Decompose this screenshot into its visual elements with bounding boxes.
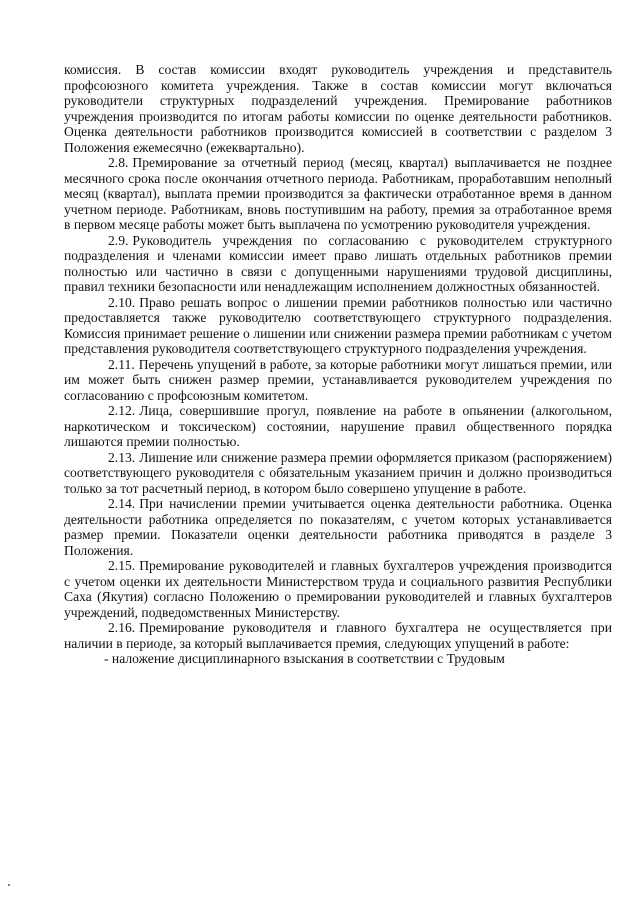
paragraph-2-12 <box>64 403 612 450</box>
paragraph-text: Право решать вопрос о лишении премии работников полностью или частично предоставляется также руководителю соответствующего структурного подразделения. Комиссия принимает решение о лишении или снижении размера премии работникам с учетом представления руководителя соответствующего структурного подразделения учреждения. <box>64 294 612 356</box>
scan-speck <box>8 884 10 886</box>
paragraph-text: Премирование руководителя и главного бухгалтера не осуществляется при наличии в периоде, за который выплачивается премия, следующих упущений в работе: <box>64 620 612 651</box>
paragraph-2-9 <box>64 233 612 295</box>
paragraph-2-11 <box>64 357 612 404</box>
paragraph-number: 2.10. <box>108 294 136 310</box>
paragraph-number: 2.9. <box>108 232 129 248</box>
paragraph-2-10 <box>64 295 612 357</box>
paragraph-2-13 <box>64 450 612 497</box>
paragraph-2-15 <box>64 558 612 620</box>
paragraph-number: 2.12. <box>108 403 136 418</box>
paragraph-number: 2.15. <box>108 558 136 573</box>
paragraph-text: Премирование руководителей и главных бухгалтеров учреждения производится с учетом оценки их деятельности Министерством труда и социального развития Республики Саха (Якутия) согласно Положению о премировании руководителей и главных бухгалтеров учреждений, подведомственных Министерству. <box>64 558 612 620</box>
paragraph-number: 2.16. <box>108 620 136 635</box>
paragraph-number: 2.13. <box>108 449 136 465</box>
paragraph-2-16 <box>64 620 612 651</box>
paragraph-continuation <box>64 62 612 155</box>
paragraph-text: Премирование за отчетный период (месяц, квартал) выплачивается не позднее месячного срока после окончания отчетного периода. Работникам, проработавшим неполный месяц (квартал), выплата премии производится за фактически отработанное время в данном учетном периоде. Работникам, вновь поступившим на работу, премия за отработанное время в первом месяце работы может быть выплачена по усмотрению руководителя учреждения. <box>64 155 612 232</box>
bullet-item <box>64 651 612 667</box>
paragraph-number: 2.8. <box>108 155 129 170</box>
paragraph-2-14 <box>64 496 612 558</box>
paragraph-text: Лишение или снижение размера премии оформляется приказом (распоряжением) соответствующего руководителя с обязательным указанием причин и должно производиться только за тот расчетный период, в котором было совершено упущение в работе. <box>64 449 612 496</box>
paragraph-text: При начислении премии учитывается оценка деятельности работника. Оценка деятельности работника определяется по показателям, с учетом которых устанавливается размер премии. Показатели оценки деятельности работника приводятся в разделе 3 Положения. <box>64 496 612 558</box>
paragraph-text: Перечень упущений в работе, за которые работники могут лишаться премии, или им может быть снижен размер премии, устанавливается руководителем учреждения по согласованию с профсоюзным комитетом. <box>64 356 612 403</box>
paragraph-number: 2.11. <box>108 356 135 372</box>
paragraph-text: Руководитель учреждения по согласованию с руководителем структурного подразделения и членами комиссии имеет право лишать отдельных работников премии полностью или частично в связи с допущенными нарушениями трудовой дисциплины, правил техники безопасности или ненадлежащим исполнением должностных обязанностей. <box>64 232 612 294</box>
paragraph-number: 2.14. <box>108 496 136 511</box>
paragraph-2-8 <box>64 155 612 233</box>
paragraph-text: комиссия. В состав комиссии входят руководитель учреждения и представитель профсоюзного комитета учреждения. Также в состав комиссии могут включаться руководители структурных подразделений учреждения. Премирование работников учреждения производится по итогам работы комиссии по оценке деятельности работников. Оценка деятельности работников производится комиссией в соответствии с разделом 3 Положения ежемесячно (ежеквартально). <box>64 62 612 155</box>
bullet-text: - наложение дисциплинарного взыскания в соответствии с Трудовым <box>104 651 505 666</box>
paragraph-text: Лица, совершившие прогул, появление на работе в опьянении (алкогольном, наркотическом и токсическом) состоянии, нарушение правил общественного порядка лишаются премии полностью. <box>64 403 612 449</box>
